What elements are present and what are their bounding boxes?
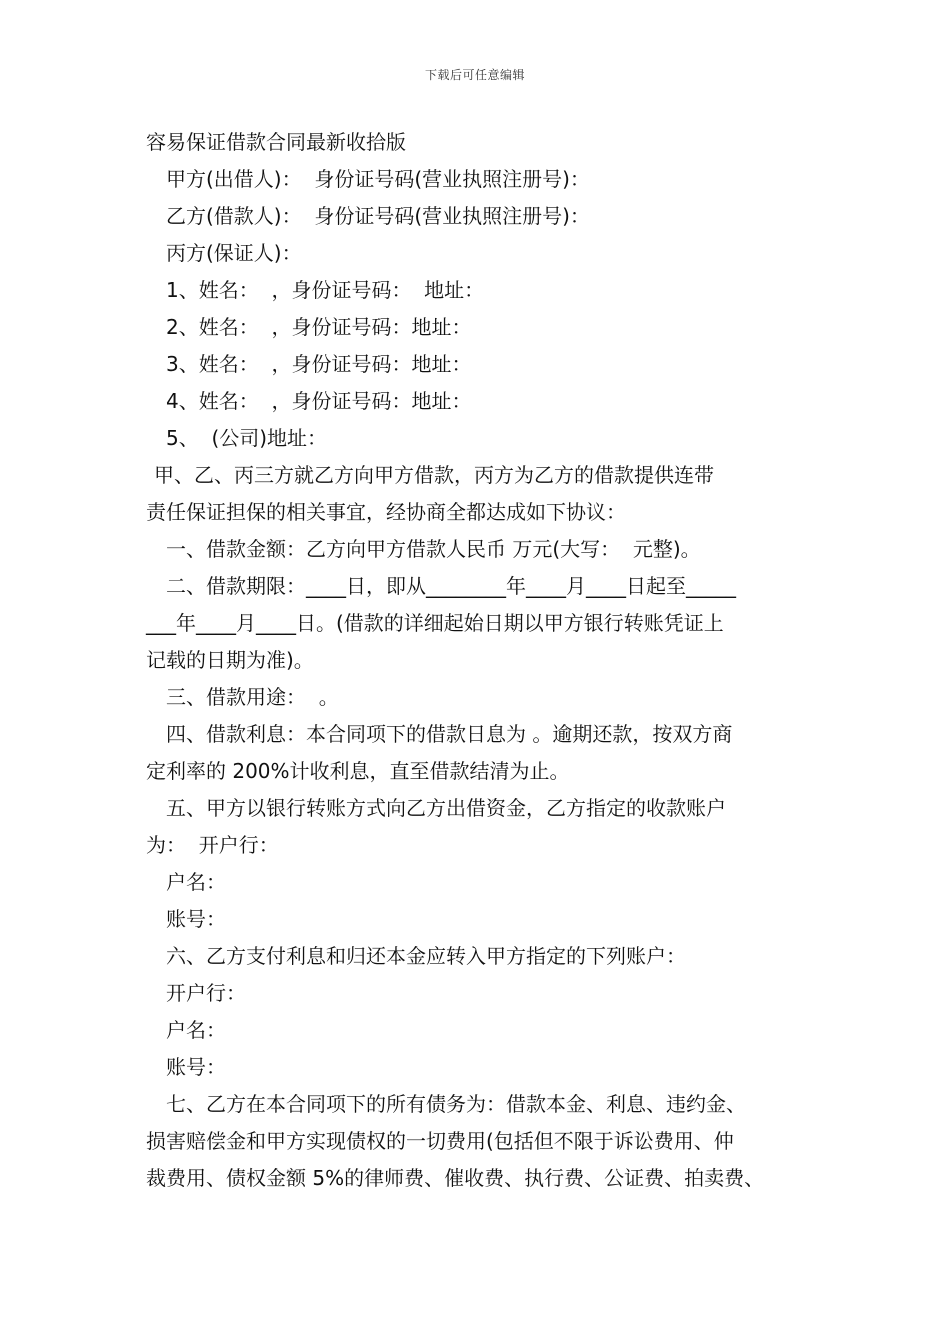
clause-4-line-1: 四、借款利息：本合同项下的借款日息为 。逾期还款，按双方商	[166, 722, 733, 746]
party-c-line: 丙方(保证人)：	[166, 241, 302, 265]
clause-2-line-3: 记载的日期为准)。	[146, 648, 314, 672]
guarantor-5-line: 5、 (公司)地址：	[166, 426, 328, 450]
clause-5-line-2: 为： 开户行：	[146, 833, 279, 857]
clause-2-line-2: ___年____月____日。(借款的详细起始日期以甲方银行转账凭证上	[146, 611, 724, 635]
clause-5-account-name: 户名：	[166, 870, 226, 894]
clause-7-line-1: 七、乙方在本合同项下的所有债务为：借款本金、利息、违约金、	[166, 1092, 746, 1116]
guarantor-1-line: 1、姓名： ，身份证号码： 地址：	[166, 278, 485, 302]
document-body	[146, 124, 822, 1197]
preamble-line-2: 责任保证担保的相关事宜，经协商全都达成如下协议：	[146, 500, 626, 524]
clause-7-line-2: 损害赔偿金和甲方实现债权的一切费用(包括但不限于诉讼费用、仲	[146, 1129, 734, 1153]
clause-3-line: 三、借款用途： 。	[166, 685, 339, 709]
preamble-line-1: 甲、乙、丙三方就乙方向甲方借款，丙方为乙方的借款提供连带	[154, 463, 714, 487]
clause-2-line-1: 二、借款期限：____日，即从________年____月____日起至_____	[166, 574, 736, 598]
clause-7-line-3: 裁费用、债权金额 5%的律师费、催收费、执行费、公证费、拍卖费、	[146, 1166, 765, 1190]
clause-6-account-name: 户名：	[166, 1018, 226, 1042]
party-b-line: 乙方(借款人)： 身份证号码(营业执照注册号)：	[166, 204, 590, 228]
document-title: 容易保证借款合同最新收拾版	[146, 130, 406, 154]
clause-6-line: 六、乙方支付利息和归还本金应转入甲方指定的下列账户：	[166, 944, 686, 968]
clause-1-line: 一、借款金额：乙方向甲方借款人民币 万元(大写： 元整)。	[166, 537, 701, 561]
clause-5-line-1: 五、甲方以银行转账方式向乙方出借资金，乙方指定的收款账户	[166, 796, 726, 820]
party-a-line: 甲方(出借人)： 身份证号码(营业执照注册号)：	[166, 167, 590, 191]
guarantor-2-line: 2、姓名： ，身份证号码：地址：	[166, 315, 472, 339]
clause-5-account-number: 账号：	[166, 907, 226, 931]
page-header-note: 下载后可任意编辑	[424, 68, 525, 82]
guarantor-4-line: 4、姓名： ，身份证号码：地址：	[166, 389, 472, 413]
clause-6-account-number: 账号：	[166, 1055, 226, 1079]
guarantor-3-line: 3、姓名： ，身份证号码：地址：	[166, 352, 472, 376]
clause-6-bank: 开户行：	[166, 981, 246, 1005]
clause-4-line-2: 定利率的 200%计收利息，直至借款结清为止。	[146, 759, 570, 783]
